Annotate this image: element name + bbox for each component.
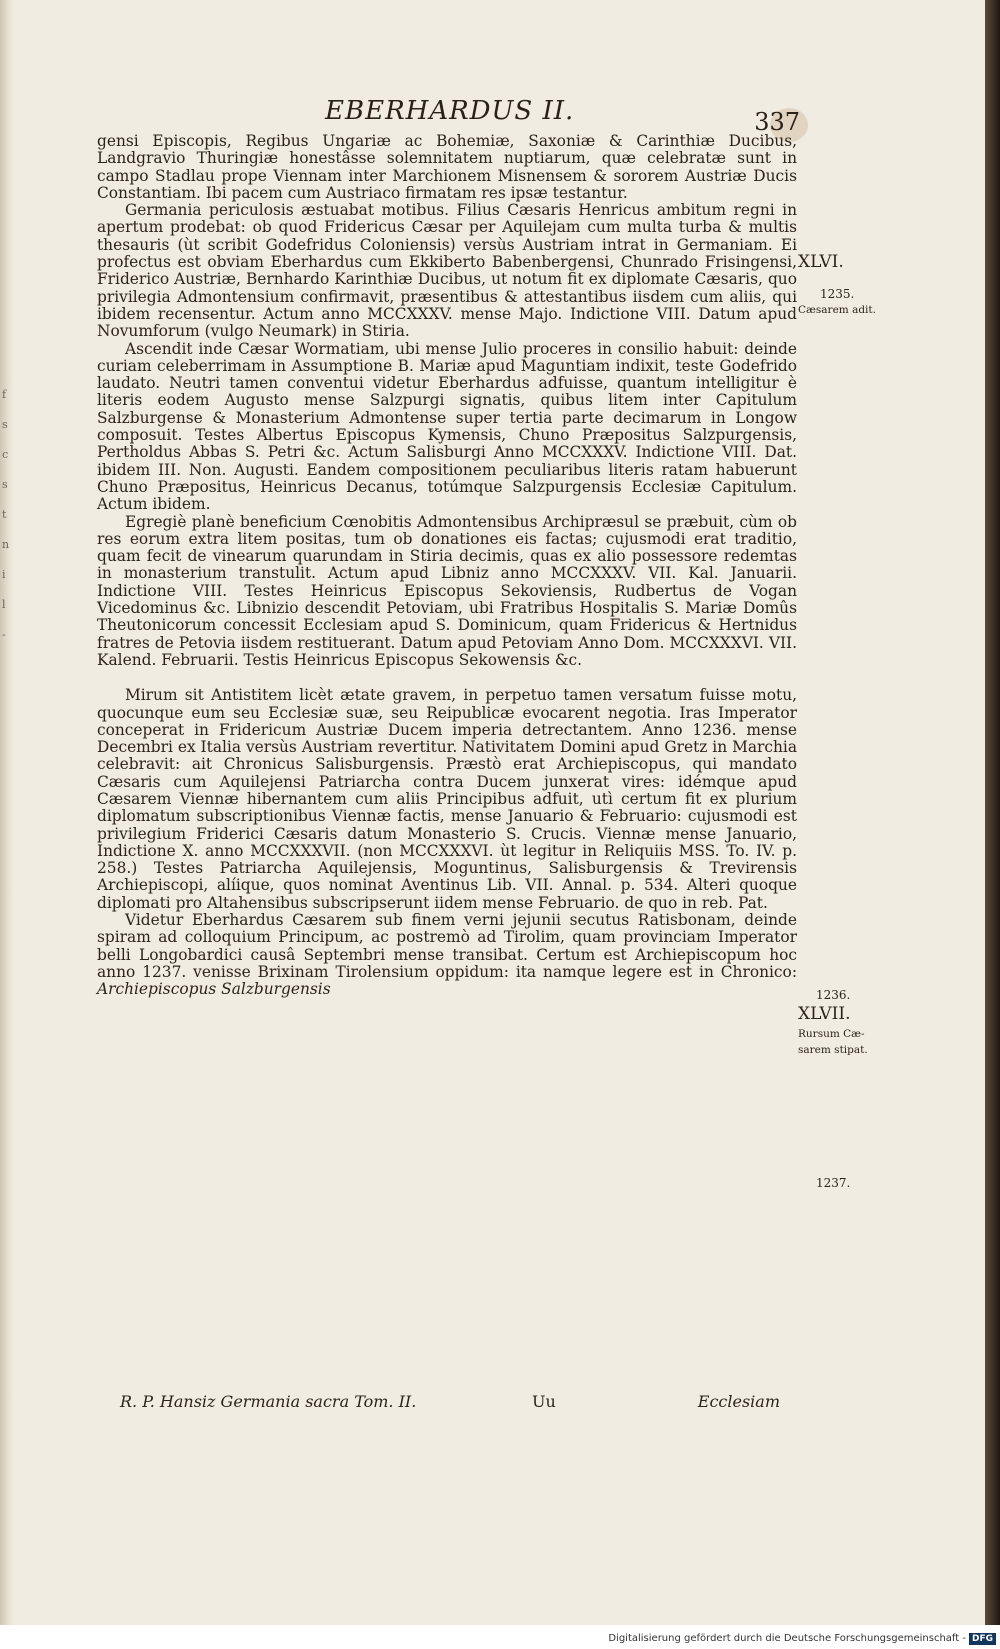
bleed-char: l: [2, 598, 6, 611]
inline-italic-quote: Archiepiscopus Salzburgensis: [97, 980, 331, 999]
page-number: 337: [754, 108, 800, 136]
dfg-logo: DFG: [969, 1633, 996, 1645]
page-header: [80, 96, 800, 136]
signature-line: R. P. Hansiz Germania sacra Tom. II.: [120, 1392, 417, 1411]
page-gutter: [0, 0, 14, 1625]
bleed-char: n: [2, 538, 10, 551]
bleed-char: c: [2, 448, 9, 461]
running-head: EBERHARDUS II.: [325, 96, 575, 126]
marginal-note: Cæsarem adit.: [798, 304, 876, 316]
marginal-year: 1236.: [816, 988, 851, 1002]
paragraph: gensi Episcopis, Regibus Ungariæ ac Bohemiæ, Saxoniæ & Carinthiæ Ducibus, Landgravio Thuringiæ honestâsse solemnitatem nuptiarum, quæ celebratæ sunt in campo Stadlau prope Viennam inter Marchionem Misnensem & sororem Austriæ Ducis Constantiam. Ibi pacem cum Austriaco firmatam res ipsæ testantur.: [97, 132, 797, 202]
paragraph: Ascendit inde Cæsar Wormatiam, ubi mense Julio proceres in consilio habuit: deinde curiam celeberrimam in Assumptione B. Mariæ apud Maguntiam indixit, teste Godefrido laudato. Neutri tamen conventui videtur Eberhardus adfuisse, quantum intelligitur è literis eodem Augusto mense Salzpurgi signatis, quibus litem inter Capitulum Salzburgense & Monasterium Admontense super tertia parte decimarum in Longow composuit. Testes Albertus Episcopus Kymensis, Chuno Præpositus Salzpurgensis, Pertholdus Abbas S. Petri &c. Actum Salisburgi Anno MCCXXXV. Indictione VIII. Dat. ibidem III. Non. Augusti. Eandem compositionem peculiaribus literis ratam habuerunt Chuno Præpositus, Heinricus Decanus, totúmque Salzpurgensis Ecclesiæ Capitulum. Actum ibidem.: [97, 339, 797, 514]
facing-page-bleed: [2, 380, 12, 650]
bleed-char: f: [2, 388, 7, 401]
marginal-note: Rursum Cæ-: [798, 1028, 865, 1040]
paragraph: Egregiè planè beneficium Cœnobitis Admontensibus Archipræsul se præbuit, cùm ob res eorum extra litem positas, tum ob donationes eis factas; cujusmodi erat traditio, quam fecit de vinearum quarundam in Stiria decimis, quas ex alio possessore redemtas in monasterium transtulit. Actum apud Libniz anno MCCXXXV. VII. Kal. Januarii. Indictione VIII. Testes Heinricus Episcopus Sekoviensis, Rudbertus de Vogan Vicedominus &c. Libnizio descendit Petoviam, ubi Fratribus Hospitalis S. Mariæ Domûs Theutonicorum concessit Ecclesiam apud S. Dominicum, quam Fridericus & Hertnidus fratres de Petovia iisdem restituerant. Datum apud Petoviam Anno Dom. MCCXXXVI. VII. Kalend. Februarii. Testis Heinricus Episcopus Sekowensis &c.: [97, 512, 797, 669]
marginal-section-number: XLVI.: [798, 252, 844, 272]
book-edge: [985, 0, 1000, 1649]
paragraph: [97, 912, 797, 998]
bleed-char: -: [2, 628, 6, 641]
bleed-char: s: [2, 418, 8, 431]
paragraph: Mirum sit Antistitem licèt ætate gravem, in perpetuo tamen versatum fuisse motu, quocunque eum seu Ecclesiæ suæ, seu Reipublicæ evocarent negotia. Iras Imperator conceperat in Fridericum Austriæ Ducem imperia detrectantem. Anno 1236. mense Decembri ex Italia versùs Austriam revertitur. Nativitatem Domini apud Gretz in Marchia celebravit: ait Chronicus Salisburgensis. Præstò erat Archiepiscopus, qui mandato Cæsaris cum Aquilejensi Patriarcha contra Ducem junxerat vires: idémque apud Cæsarem Viennæ hibernantem cum aliis Principibus adfuit, utì certum fit ex plurium diplomatum subscriptionibus Viennæ factis, mense Januario & Februario: cujusmodi est privilegium Friderici Cæsaris datum Monasterio S. Crucis. Viennæ mense Januario, Indictione X. anno MCCXXXVII. (non MCCXXXVI. ùt legitur in Reliquiis MSS. To. IV. p. 258.) Testes Patriarcha Aquilejensis, Moguntinus, Salisburgensis & Trevirensis Archiepiscopi, alíique, quos nominat Aventinus Lib. VII. Annal. p. 534. Alteri quoque diplomati pro Altahensibus subscripserunt iidem mense Februario. de quo in reb. Pat.: [97, 686, 797, 912]
marginal-year: 1237.: [816, 1176, 851, 1190]
signature-mark: Uu: [532, 1392, 556, 1411]
body-text: [97, 133, 797, 999]
bleed-char: i: [2, 568, 6, 581]
marginal-section-number: XLVII.: [798, 1004, 851, 1024]
bleed-char: t: [2, 508, 7, 521]
paragraph-text: Videtur Eberhardus Cæsarem sub finem verni jejunii secutus Ratisbonam, deinde spiram ad colloquium Principum, ac postremò ad Tirolim, quam provinciam Imperator belli Longobardici causâ Septembri mense transibat. Certum est Archiepiscopum hoc anno 1237. venisse Brixinam Tirolensium oppidum: ita namque legere est in Chronico:: [97, 911, 797, 981]
bleed-char: s: [2, 478, 8, 491]
paragraph: Germania periculosis æstuabat motibus. Filius Cæsaris Henricus ambitum regni in apertum prodebat: ob quod Fridericus Cæsar per Aquilejam cum multa turba & multis thesauris (ùt scribit Godefridus Coloniensis) versùs Austriam intrat in Germaniam. Ei profectus est obviam Eberhardus cum Ekkiberto Babenbergensi, Chunrado Frisingensi, Friderico Austriæ, Bernhardo Karinthiæ Ducibus, ut notum fit ex diplomate Cæsaris, quo privilegia Admontensium confirmavit, præsentibus & attestantibus iisdem cum aliis, qui ibidem recensentur. Actum anno MCCXXXV. mense Majo. Indictione VIII. Datum apud Novumforum (vulgo Neumark) in Stiria.: [97, 201, 797, 341]
marginal-note: sarem stipat.: [798, 1044, 868, 1056]
marginal-year: 1235.: [820, 287, 855, 301]
catchword: Ecclesiam: [697, 1392, 780, 1411]
digitization-credit: [608, 1633, 996, 1645]
credit-text: Digitalisierung gefördert durch die Deutsche Forschungsgemeinschaft -: [608, 1633, 966, 1644]
